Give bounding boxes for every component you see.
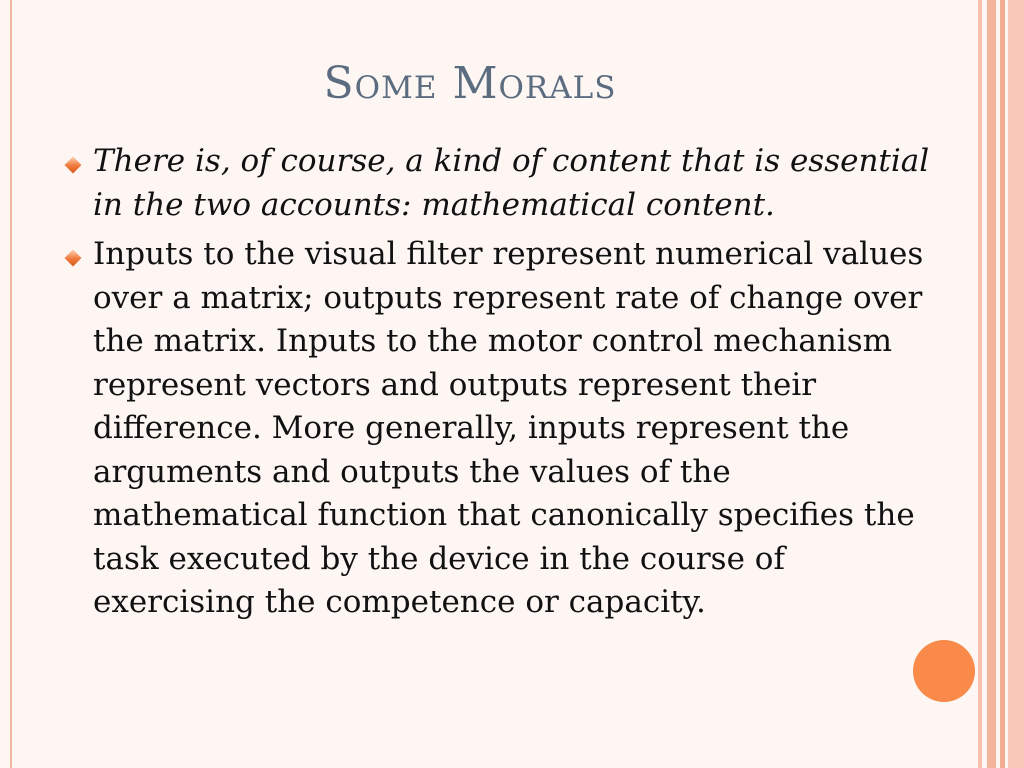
- bullet-text: Inputs to the visual filter represent numerical values over a matrix; outputs represent rate of change over the matrix. Inputs to the motor control mechanism represent vectors and outputs represent their difference. More generally, inputs represent the arguments and outputs the values of the mathematical function that canonically specifies the task executed by the device in the course of exercising the competence or capacity.: [93, 236, 924, 620]
- slide-title: Some Morals: [323, 58, 617, 109]
- right-border-stripe: [987, 0, 996, 768]
- right-border-stripe: [1008, 0, 1024, 768]
- bullet-text: There is, of course, a kind of content that is essential in the two accounts: mathematical content.: [93, 143, 930, 223]
- orange-circle-decoration: [913, 640, 975, 702]
- diamond-bullet-icon: [65, 250, 82, 267]
- right-border-stripe: [978, 0, 982, 768]
- right-border-stripe: [1000, 0, 1005, 768]
- diamond-bullet-icon: [65, 157, 82, 174]
- bullet-item: [64, 140, 944, 227]
- bullet-item: [64, 233, 944, 625]
- left-border-rule: [10, 0, 12, 768]
- bullet-list: [64, 140, 944, 631]
